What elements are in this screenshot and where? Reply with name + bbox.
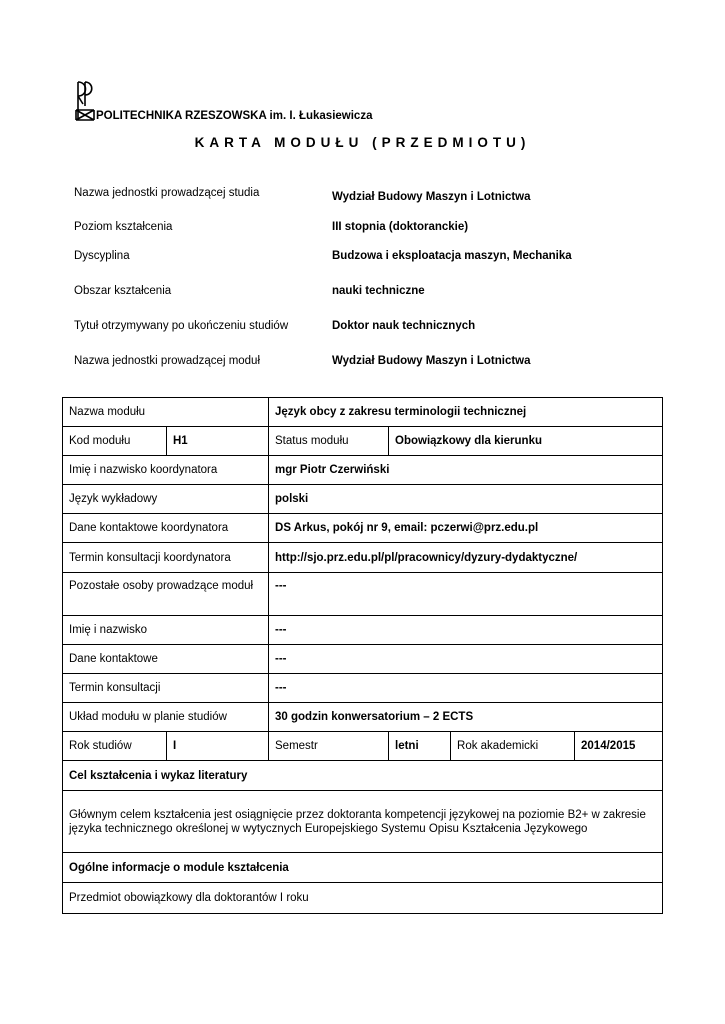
cell-value: ---	[269, 645, 663, 674]
table-row	[63, 427, 663, 456]
table-row	[63, 703, 663, 732]
cell-value: 30 godzin konwersatorium – 2 ECTS	[269, 703, 663, 732]
cell-label: Język wykładowy	[63, 485, 269, 514]
info-label: Tytuł otrzymywany po ukończeniu studiów	[74, 320, 289, 332]
section-heading: Ogólne informacje o module kształcenia	[63, 853, 663, 883]
university-name: POLITECHNIKA RZESZOWSKA im. I. Łukasiewicza	[96, 110, 373, 122]
cell-label: Dane kontaktowe koordynatora	[63, 514, 269, 543]
cell-value: H1	[167, 427, 269, 456]
cell-label: Nazwa modułu	[63, 398, 269, 427]
cell-label: Układ modułu w planie studiów	[63, 703, 269, 732]
table-row	[63, 573, 663, 616]
info-label: Nazwa jednostki prowadzącej studia	[74, 187, 260, 199]
section-heading: Cel kształcenia i wykaz literatury	[63, 761, 663, 791]
table-row	[63, 645, 663, 674]
table-row	[63, 616, 663, 645]
table-row	[63, 514, 663, 543]
cell-label: Status modułu	[269, 427, 389, 456]
cell-label: Imię i nazwisko	[63, 616, 269, 645]
cell-value: ---	[269, 573, 663, 616]
cell-label: Kod modułu	[63, 427, 167, 456]
cell-value: Obowiązkowy dla kierunku	[389, 427, 663, 456]
table-row	[63, 674, 663, 703]
cell-label: Semestr	[269, 732, 389, 761]
info-label: Dyscyplina	[74, 250, 130, 262]
cell-value: I	[167, 732, 269, 761]
info-value: III stopnia (doktoranckie)	[332, 221, 469, 233]
info-value: Wydział Budowy Maszyn i Lotnictwa	[332, 191, 531, 203]
table-row	[63, 761, 663, 791]
info-value: Wydział Budowy Maszyn i Lotnictwa	[332, 355, 531, 367]
cell-value: ---	[269, 674, 663, 703]
info-label: Poziom kształcenia	[74, 221, 173, 233]
section-text: Głównym celem kształcenia jest osiągnięcie przez doktoranta kompetencji językowej na poziomie B2+ w zakresie języka technicznego określonej w wytycznych Europejskiego Systemu Opisu Kształcenia Językowego	[63, 791, 663, 853]
university-logo	[74, 80, 96, 122]
table-row	[63, 853, 663, 883]
cell-label: Rok akademicki	[451, 732, 575, 761]
table-row	[63, 732, 663, 761]
cell-label: Pozostałe osoby prowadzące moduł	[63, 573, 269, 616]
table-row	[63, 485, 663, 514]
table-row	[63, 883, 663, 914]
info-value: nauki techniczne	[332, 285, 425, 297]
info-value: Doktor nauk technicznych	[332, 320, 476, 332]
cell-value: polski	[269, 485, 663, 514]
cell-value: Język obcy z zakresu terminologii technicznej	[269, 398, 663, 427]
cell-label: Rok studiów	[63, 732, 167, 761]
cell-value: 2014/2015	[575, 732, 663, 761]
cell-value: mgr Piotr Czerwiński	[269, 456, 663, 485]
info-label: Obszar kształcenia	[74, 285, 172, 297]
page-title: KARTA MODUŁU (PRZEDMIOTU)	[194, 135, 531, 150]
table-row	[63, 791, 663, 853]
table-row	[63, 398, 663, 427]
cell-label: Termin konsultacji koordynatora	[63, 543, 269, 573]
cell-value: http://sjo.prz.edu.pl/pl/pracownicy/dyzury-dydaktyczne/	[269, 543, 663, 573]
info-value: Budzowa i eksploatacja maszyn, Mechanika	[332, 250, 572, 262]
table-row	[63, 543, 663, 573]
table-row	[63, 456, 663, 485]
cell-label: Imię i nazwisko koordynatora	[63, 456, 269, 485]
cell-label: Termin konsultacji	[63, 674, 269, 703]
cell-label: Dane kontaktowe	[63, 645, 269, 674]
module-card-table	[62, 397, 663, 914]
info-label: Nazwa jednostki prowadzącej moduł	[74, 355, 261, 367]
cell-value: letni	[389, 732, 451, 761]
section-text: Przedmiot obowiązkowy dla doktorantów I roku	[63, 883, 663, 914]
cell-value: ---	[269, 616, 663, 645]
cell-value: DS Arkus, pokój nr 9, email: pczerwi@prz.edu.pl	[269, 514, 663, 543]
